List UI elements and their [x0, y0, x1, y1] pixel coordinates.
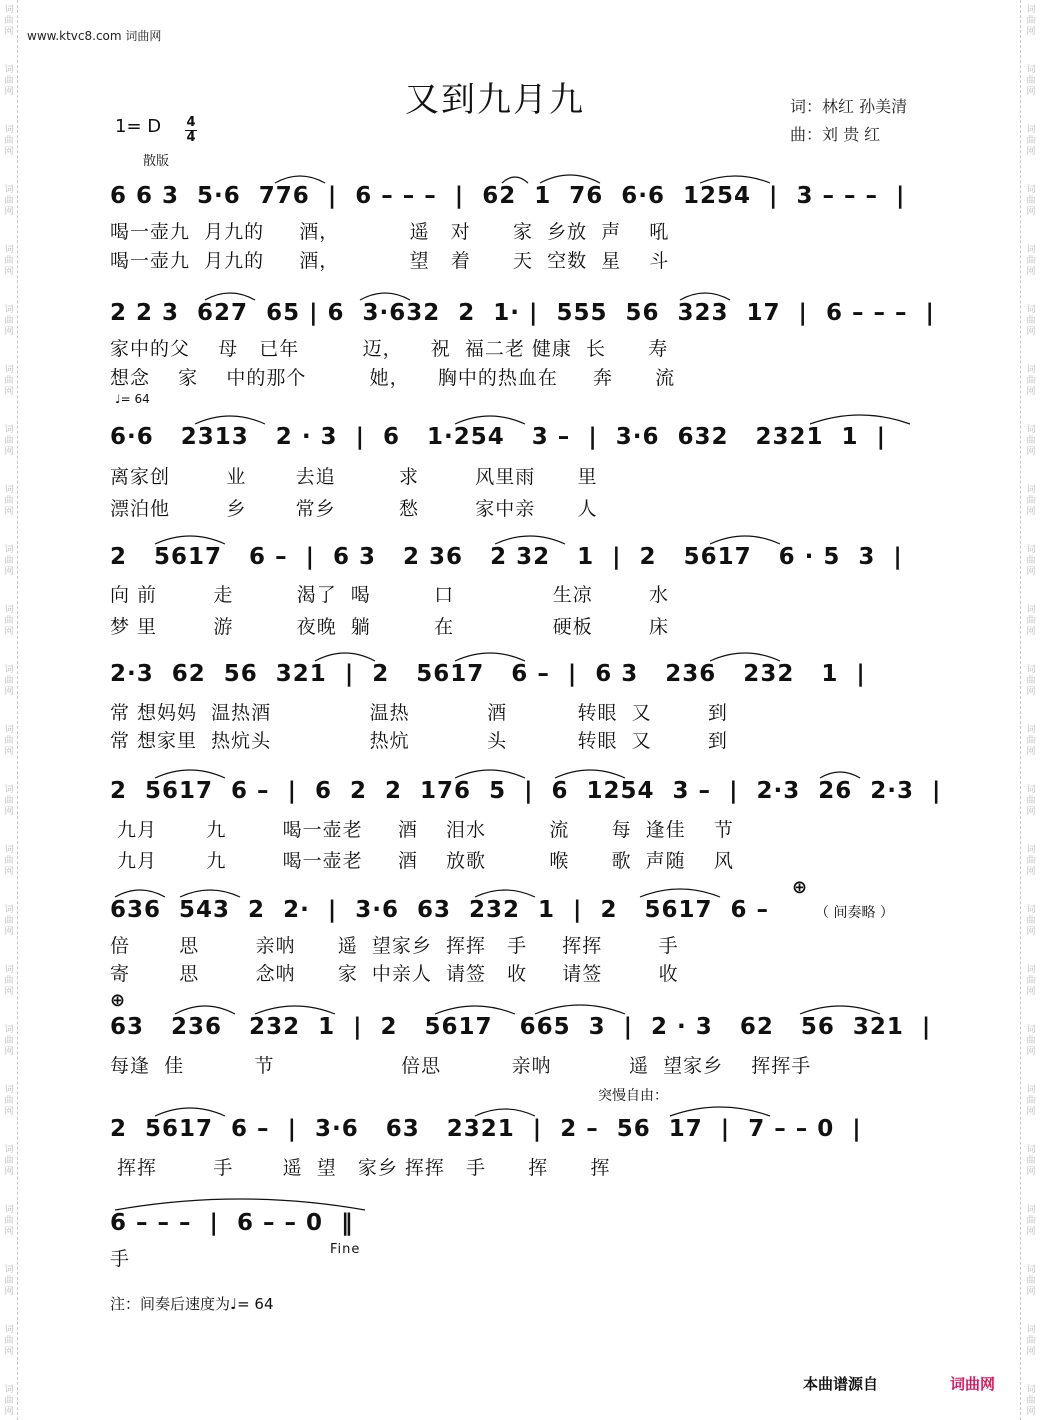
side-watermark: 词 曲 网: [4, 965, 14, 997]
notes-line: 2·3 62 56 321 | 2 5617 6 – | 6 3 236 232 1 |: [110, 661, 866, 687]
source-logo: 词曲网: [950, 1375, 996, 1393]
source-label: 本曲谱源自: [803, 1375, 879, 1393]
fine-mark: Fine: [330, 1242, 361, 1257]
composer-credit: 曲：刘 贵 红: [790, 125, 881, 144]
side-watermark: 词 曲 网: [1026, 185, 1036, 217]
intro-mark: 散版: [143, 154, 170, 169]
lyric-line-2: 九月 九 喝一壶老 酒 放歌 喉 歌 声随 风: [110, 850, 734, 872]
notes-line: 2 5617 6 – | 3·6 63 2321 | 2 – 56 17 | 7 – – 0 |: [110, 1116, 862, 1142]
side-watermark: 词 曲 网: [1026, 425, 1036, 457]
side-watermark: 词 曲 网: [4, 1025, 14, 1057]
side-watermark: 词 曲 网: [4, 245, 14, 277]
tempo-mark: ♩= 64: [115, 392, 150, 406]
side-watermark: 词 曲 网: [4, 1385, 14, 1417]
side-watermark: 词 曲 网: [1026, 545, 1036, 577]
lyric-line-2: 漂泊他 乡 常乡 愁 家中亲 人: [110, 498, 598, 520]
side-watermark: 词 曲 网: [4, 1085, 14, 1117]
lyric-line-2: 梦 里 游 夜晚 躺 在 硬板 床: [110, 616, 670, 638]
time-signature-bottom: 4: [186, 130, 196, 145]
side-watermark: 词 曲 网: [1026, 845, 1036, 877]
side-watermark: 词 曲 网: [4, 65, 14, 97]
side-watermark: 词 曲 网: [4, 125, 14, 157]
side-watermark: 词 曲 网: [4, 185, 14, 217]
side-watermark: 词 曲 网: [1026, 125, 1036, 157]
side-watermark: 词 曲 网: [4, 905, 14, 937]
left-border-line: [17, 0, 18, 1420]
footnote: 注：间奏后速度为♩= 64: [110, 1295, 274, 1313]
side-watermark: 词 曲 网: [1026, 1385, 1036, 1417]
notes-line: 6 6 3 5·6 776 | 6 – – – | 62 1 76 6·6 1254 | 3 – – – |: [110, 183, 906, 209]
lyric-line-1: 每逢 佳 节 倍思 亲呐 遥 望家乡 挥挥手: [110, 1055, 812, 1077]
lyric-line-1: 喝一壶九 月九的 酒， 遥 对 家 乡放 声 吼: [110, 221, 670, 243]
side-watermark: 词 曲 网: [1026, 305, 1036, 337]
key-signature: 1= D: [115, 116, 162, 137]
side-watermark: 词 曲 网: [1026, 1145, 1036, 1177]
side-watermark: 词 曲 网: [1026, 1025, 1036, 1057]
side-watermark: 词 曲 网: [4, 305, 14, 337]
side-watermark: 词 曲 网: [1026, 665, 1036, 697]
notes-line: 2 2 3 627 65 | 6 3·632 2 1· | 555 56 323 17 | 6 – – – |: [110, 300, 935, 326]
side-watermark: 词 曲 网: [4, 1325, 14, 1357]
tempo-change-text: 突慢自由：: [598, 1088, 668, 1104]
side-watermark: 词 曲 网: [4, 485, 14, 517]
lyric-line-2: 常 想家里 热炕头 热炕 头 转眼 又 到: [110, 730, 728, 752]
coda-icon: ⊕: [110, 990, 126, 1011]
lyric-line-1: 倍 思 亲呐 遥 望家乡 挥挥 手 挥挥 手: [110, 935, 679, 957]
lyric-line-2: 想念 家 中的那个 她， 胸中的热血在 奔 流: [110, 367, 676, 389]
side-watermark: 词 曲 网: [4, 725, 14, 757]
side-watermark: 词 曲 网: [4, 1205, 14, 1237]
side-watermark: 词 曲 网: [1026, 1325, 1036, 1357]
side-watermark: 词 曲 网: [4, 1145, 14, 1177]
side-watermark: 词 曲 网: [4, 425, 14, 457]
lyric-line-1: 家中的父 母 已年 迈， 祝 福二老 健康 长 寿: [110, 338, 669, 360]
side-watermark: 词 曲 网: [1026, 1265, 1036, 1297]
side-watermark: 词 曲 网: [1026, 5, 1036, 37]
lyric-line-1: 手: [110, 1248, 131, 1270]
side-watermark: 词 曲 网: [1026, 1205, 1036, 1237]
side-watermark: 词 曲 网: [4, 785, 14, 817]
side-watermark: 词 曲 网: [1026, 1085, 1036, 1117]
lyric-line-1: 挥挥 手 遥 望 家乡 挥挥 手 挥 挥: [110, 1157, 611, 1179]
lyric-line-1: 向 前 走 渴了 喝 口 生凉 水: [110, 584, 670, 606]
notes-line: 636 543 2 2· | 3·6 63 232 1 | 2 5617 6 –: [110, 897, 770, 923]
song-title: 又到九月九: [405, 80, 585, 120]
side-watermark: 词 曲 网: [4, 545, 14, 577]
side-watermark: 词 曲 网: [4, 365, 14, 397]
side-watermark: 词 曲 网: [4, 605, 14, 637]
side-watermark: 词 曲 网: [1026, 725, 1036, 757]
time-signature-top: 4: [186, 115, 196, 130]
lyric-line-2: 寄 思 念呐 家 中亲人 请签 收 请签 收: [110, 963, 679, 985]
side-watermark: 词 曲 网: [4, 5, 14, 37]
lyric-line-2: 喝一壶九 月九的 酒， 望 着 天 空数 星 斗: [110, 250, 670, 272]
side-watermark: 词 曲 网: [4, 845, 14, 877]
side-watermark: 词 曲 网: [4, 665, 14, 697]
side-watermark: 词 曲 网: [1026, 245, 1036, 277]
lyric-line-1: 九月 九 喝一壶老 酒 泪水 流 每 逢佳 节: [110, 819, 734, 841]
side-watermark: 词 曲 网: [4, 1265, 14, 1297]
side-watermark: 词 曲 网: [1026, 485, 1036, 517]
notes-line: 2 5617 6 – | 6 2 2 176 5 | 6 1254 3 – | 2·3 26 2·3 |: [110, 778, 942, 804]
lyric-line-1: 离家创 业 去追 求 风里雨 里: [110, 466, 598, 488]
notes-line: 6·6 2313 2 · 3 | 6 1·254 3 – | 3·6 632 2321 1 |: [110, 424, 886, 450]
lyric-line-1: 常 想妈妈 温热酒 温热 酒 转眼 又 到: [110, 702, 728, 724]
side-watermark: 词 曲 网: [1026, 65, 1036, 97]
right-border-line: [1020, 0, 1021, 1420]
side-watermark: 词 曲 网: [1026, 365, 1036, 397]
side-watermark: 词 曲 网: [1026, 905, 1036, 937]
notes-line: 63 236 232 1 | 2 5617 665 3 | 2 · 3 62 56 321 |: [110, 1014, 932, 1040]
coda-icon: ⊕: [792, 877, 808, 898]
notes-line: 6 – – – | 6 – – 0 ‖: [110, 1210, 354, 1236]
side-watermark: 词 曲 网: [1026, 965, 1036, 997]
time-signature: [183, 116, 199, 145]
notes-line: 2 5617 6 – | 6 3 2 36 2 32 1 | 2 5617 6 · 5 3 |: [110, 544, 903, 570]
watermark-url: www.ktvc8.com 词曲网: [27, 29, 162, 43]
side-watermark: 词 曲 网: [1026, 605, 1036, 637]
interlude-note: （ 间奏略 ）: [815, 905, 894, 921]
lyricist-credit: 词：林红 孙美清: [790, 97, 908, 116]
side-watermark: 词 曲 网: [1026, 785, 1036, 817]
